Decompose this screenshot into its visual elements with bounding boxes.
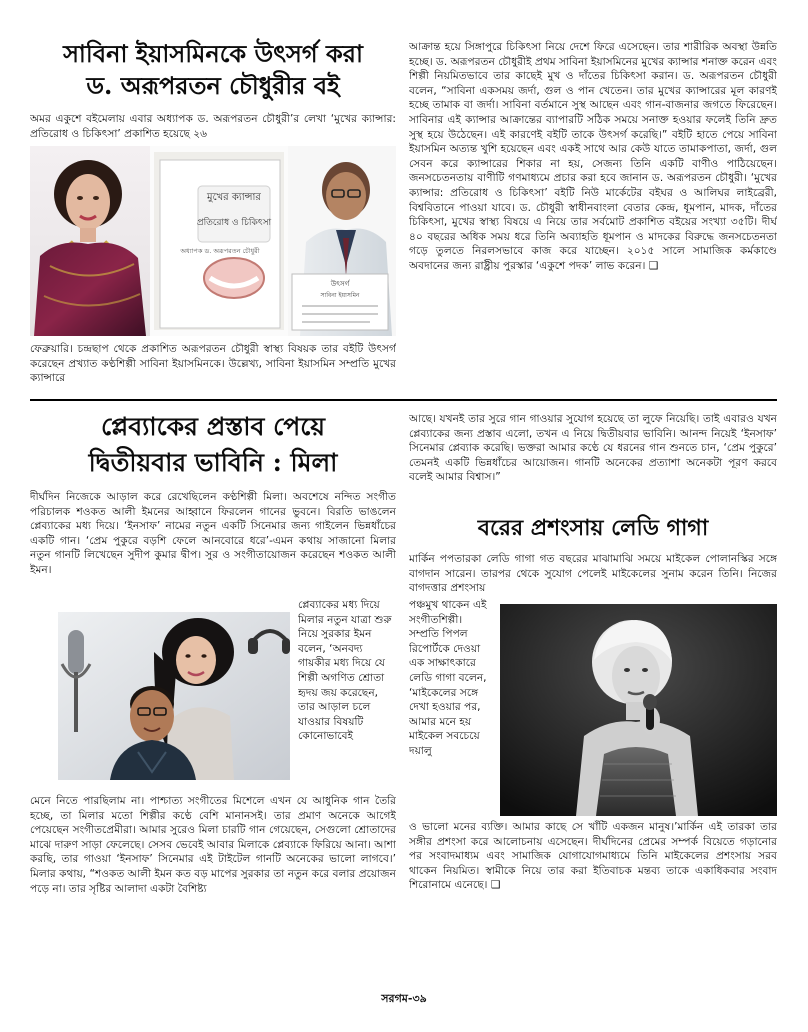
lady-gaga-photo-image bbox=[500, 604, 777, 816]
article3-intro: মার্কিন পপতারকা লেডি গাগা গত বছরের মাঝামাঝি সময়ে মাইকেল পোলানস্কির সঙ্গে বাগদান সারেন। তারপর থেকে সুযোগ পেলেই মাইকেলের সুনাম করেন তিনি। নিজের বাগদত্তার প্রশংসায় bbox=[409, 553, 777, 595]
singer-portrait-image bbox=[30, 146, 396, 336]
article1-right-column: আক্রান্ত হয়ে সিঙ্গাপুরে চিকিৎসা নিয়ে দেশে ফিরে এসেছেন। তার শারীরিক অবস্থা উন্নতি হচ্ছে। ড. অরূপরতন চৌধুরীই প্রথম সাবিনা ইয়াসমিনের মুখের ক্যান্সার শনাক্ত করেন এবং শিল্পী নিয়মিতভাবে তার কাছেই মুখ ও দাঁতের চিকিৎসা করান। ড. অরূপরতন চৌধুরী বলেন, “সাবিনা একসময় জর্দা, গুল ও পান খেতেন। তার মুখের ক্যান্সারের মূল কারণই হচ্ছে তামাক বা জর্দা। সাবিনা বর্তমানে সুস্থ আছেন এবং গান-বাজনার জগতে ফিরেছেন। সাবিনার এই ক্যান্সার আক্রান্তের ব্যাপারটি সঠিক সময়ে সনাক্ত হওয়ার ফলেই তিনি দ্রুত সুস্থ হয়ে উঠেছেন। এই কারণেই বইটি তাকে উৎসর্গ করেছি।” বইটি হাতে পেয়ে সাবিনা ইয়াসমিন অত্যন্ত খুশি হয়েছেন এবং একই সাথে আর কেউ যাতে তামাকপাতা, জর্দা, গুল সেবন করে ক্যান্সারের শিকার না হয়, সেজন্য তিনি একটি বাণীও পাঠিয়েছেন। জনসচেতনতায় বাণীটি গণমাধ্যমে প্রচার করা হবে জানান ড. অরূপরতন চৌধুরী। ‘মুখের ক্যান্সার: প্রতিরোধ ও চিকিৎসা’ বইটি নিউ মার্কেটের বইঘর ও আলিঘর লাইব্রেরী, বিশ্ববিতানে পাওয়া যাবে। ড. চৌধুরী স্বাধীনবাংলা বেতার কেন্দ্র, ধূমপান, মাদক, দাঁতের চিকিৎসা, মুখের স্বাস্থ্য বিষয়ে এ নিয়ে তার সর্বমোট প্রকাশিত বইয়ের সংখ্যা ৩৫টি। দীর্ঘ ৪০ বছরের অধিক সময় ধরে তিনি অব্যাহতি ধূমপান ও মাদকের বিরুদ্ধে জনসচেতনতা গড়ে তুলতে নিরলসভাবে কাজ করে যাচ্ছেন। ২০১৫ সালে সামাজিক কর্মকাণ্ডে অবদানের জন্য রাষ্ট্রীয় পুরস্কার ‘একুশে পদক’ লাভ করেন। ❑ bbox=[409, 41, 777, 272]
article3-beside-photo: পঞ্চমুখ থাকেন এই সংগীতশিল্পী। সম্প্রতি পিপল রিপোর্টকে দেওয়া এক সাক্ষাৎকারে লেডি গাগা বলেন, ‘মাইকেলের সঙ্গে দেখা হওয়ার পর, আমার মনে হয় মাইকেল সবচেয়ে দয়ালু bbox=[409, 599, 487, 757]
article2-headline-line1: প্লেব্যাকের প্রস্তাব পেয়ে bbox=[100, 412, 325, 441]
article1-after-photo: ফেব্রুয়ারি। চন্দ্রছাপ থেকে প্রকাশিত অরূপরতন চৌধুরী স্বাস্থ্য বিষয়ক তার বইটি উৎসর্গ করেছেন প্রখ্যাত কণ্ঠশিল্পী সাবিনা ইয়াসমিনকে। উল্লেখ্য, সাবিনা ইয়াসমিন সম্প্রতি মুখের ক্যান্সারে bbox=[30, 343, 396, 385]
article1-photo-collage bbox=[30, 146, 396, 336]
article1-headline-line2: ড. অরূপরতন চৌধুরীর বই bbox=[86, 71, 340, 100]
article2-intro: দীর্ঘদিন নিজেকে আড়াল করে রেখেছিলেন কণ্ঠশিল্পী মিলা। অবশেষে নন্দিত সংগীত পরিচালক শওকত আলী ইমনের আহ্বানে ফিরলেন গানের ভুবনে। বিরতি ভাঙলেন প্লেব্যাকের মধ্য দিয়ে। ‘ইনসাফ’ নামের নতুন একটি সিনেমার জন্য গাইলেন ভিন্নধাঁচের একটি গান। ‘প্রেম পুকুরে বড়শি ফেলে আনবোরে ধরে’-এমন কথায় সাজানো মিলার নতুন গানটি লিখেছেন সুদীপ কুমার দ্বীপ। সুর ও সংগীতায়োজন করেছেন শওকত আলী ইমন। bbox=[30, 491, 396, 576]
article2-right-column: আছে। যখনই তার সুরে গান গাওয়ার সুযোগ হয়েছে তা লুফে নিয়েছি। তাই এবারও যখন প্লেব্যাকের জন্য প্রস্তাব এলো, তখন এ নিয়ে দ্বিতীয়বার ভাবিনি। আনন্দ নিয়েই ‘ইনসাফ’ সিনেমার প্লেব্যাক করেছি। ভক্তরা আমার কণ্ঠে যে ধরনের গান শুনতে চান, ‘প্রেম পুকুরে’ তেমনই একটি ভিন্নধাঁচের আয়োজন। গানটি অনেকের প্রত্যাশা অনেকটা পূরণ করবে বলেই আমার বিশ্বাস।” bbox=[409, 413, 777, 484]
article1-intro: অমর একুশে বইমেলায় এবার অধ্যাপক ড. অরূপরতন চৌধুরী’র লেখা ‘মুখের ক্যান্সার: প্রতিরোধ ও চিকিৎসা’ প্রকাশিত হয়েছে ২৬ bbox=[30, 113, 396, 140]
article3-after-photo: ও ভালো মনের ব্যক্তি। আমার কাছে সে খাঁটি একজন মানুষ।’মার্কিন এই তারকা তার সঙ্গীর প্রশংসা করে আলোচনায় এসেছেন। দীর্ঘদিনের প্রেমের সম্পর্ক বিয়েতে গড়ানোর পর সংবাদমাধ্যম এবং সামাজিক যোগাযোগমাধ্যমে তিনি মাইকেলের প্রশংসায় সরব থাকেন নিয়মিত। স্বামীকে নিয়ে তার করা ইতিবাচক মন্তব্য তাকে একাধিকবার সংবাদ শিরোনামে এনেছে। ❑ bbox=[409, 821, 777, 892]
article3-headline: বরের প্রশংসায় লেডি গাগা bbox=[477, 515, 709, 541]
dedication-title: উৎসর্গ bbox=[330, 280, 350, 288]
book-title: মুখের ক্যান্সার bbox=[207, 192, 261, 203]
section-divider bbox=[30, 399, 777, 401]
lady-gaga-photo bbox=[500, 604, 777, 816]
page-number-label: সরগম-৩৯ bbox=[381, 992, 427, 1005]
book-subtitle: প্রতিরোধ ও চিকিৎসা bbox=[196, 218, 272, 228]
mila-imon-photo-image bbox=[58, 612, 290, 780]
book-author: অধ্যাপক ড. অরূপরতন চৌধুরী bbox=[180, 247, 260, 255]
article2-headline-line2: দ্বিতীয়বার ভাবিনি : মিলা bbox=[88, 448, 338, 477]
article1-headline-line1: সাবিনা ইয়াসমিনকে উৎসর্গ করা bbox=[63, 39, 363, 68]
article2-after-photo: মেনে নিতে পারছিলাম না। পাশ্চাত্য সংগীতের মিশেলে এখন যে আধুনিক গান তৈরি হচ্ছে, তা মিলার মতো শিল্পীর কণ্ঠে বেশি মানানসই। তার প্রমাণ অনেকে আগেই পেয়েছেন সংগীতপ্রেমীরা। আমার সুরেও মিলা চারটি গান গেয়েছেন, সেগুলো শ্রোতাদের মাঝে দারুণ সাড়া ফেলেছে। সেসব ভেবেই আবার মিলাকে প্লেব্যাকে ফিরিয়ে আনা। আশা করছি, তার গাওয়া ‘ইনসাফ’ সিনেমার এই টাইটেল গানটি অনেকের ভালো লাগবে।’ মিলার কথায়, “শওকত আলী ইমন কত বড় মাপের সুরকার তা নতুন করে বলার প্রয়োজন পড়ে না। তার সৃষ্টির আলাদা একটা বৈশিষ্ট্য bbox=[30, 795, 396, 895]
article2-beside-photo: প্লেব্যাকের মধ্য দিয়ে মিলার নতুন যাত্রা শুরু নিয়ে সুরকার ইমন বলেন, ‘অনবদ্য গায়কীর মধ্য দিয়ে যে শিল্পী অগণিত শ্রোতা হৃদয় জয় করেছেন, তার আড়াল চলে যাওয়ার বিষয়টি কোনোভাবেই bbox=[298, 599, 392, 743]
mila-imon-photo bbox=[58, 612, 290, 780]
dedication-name: সাবিনা ইয়াসমিন bbox=[320, 292, 360, 299]
